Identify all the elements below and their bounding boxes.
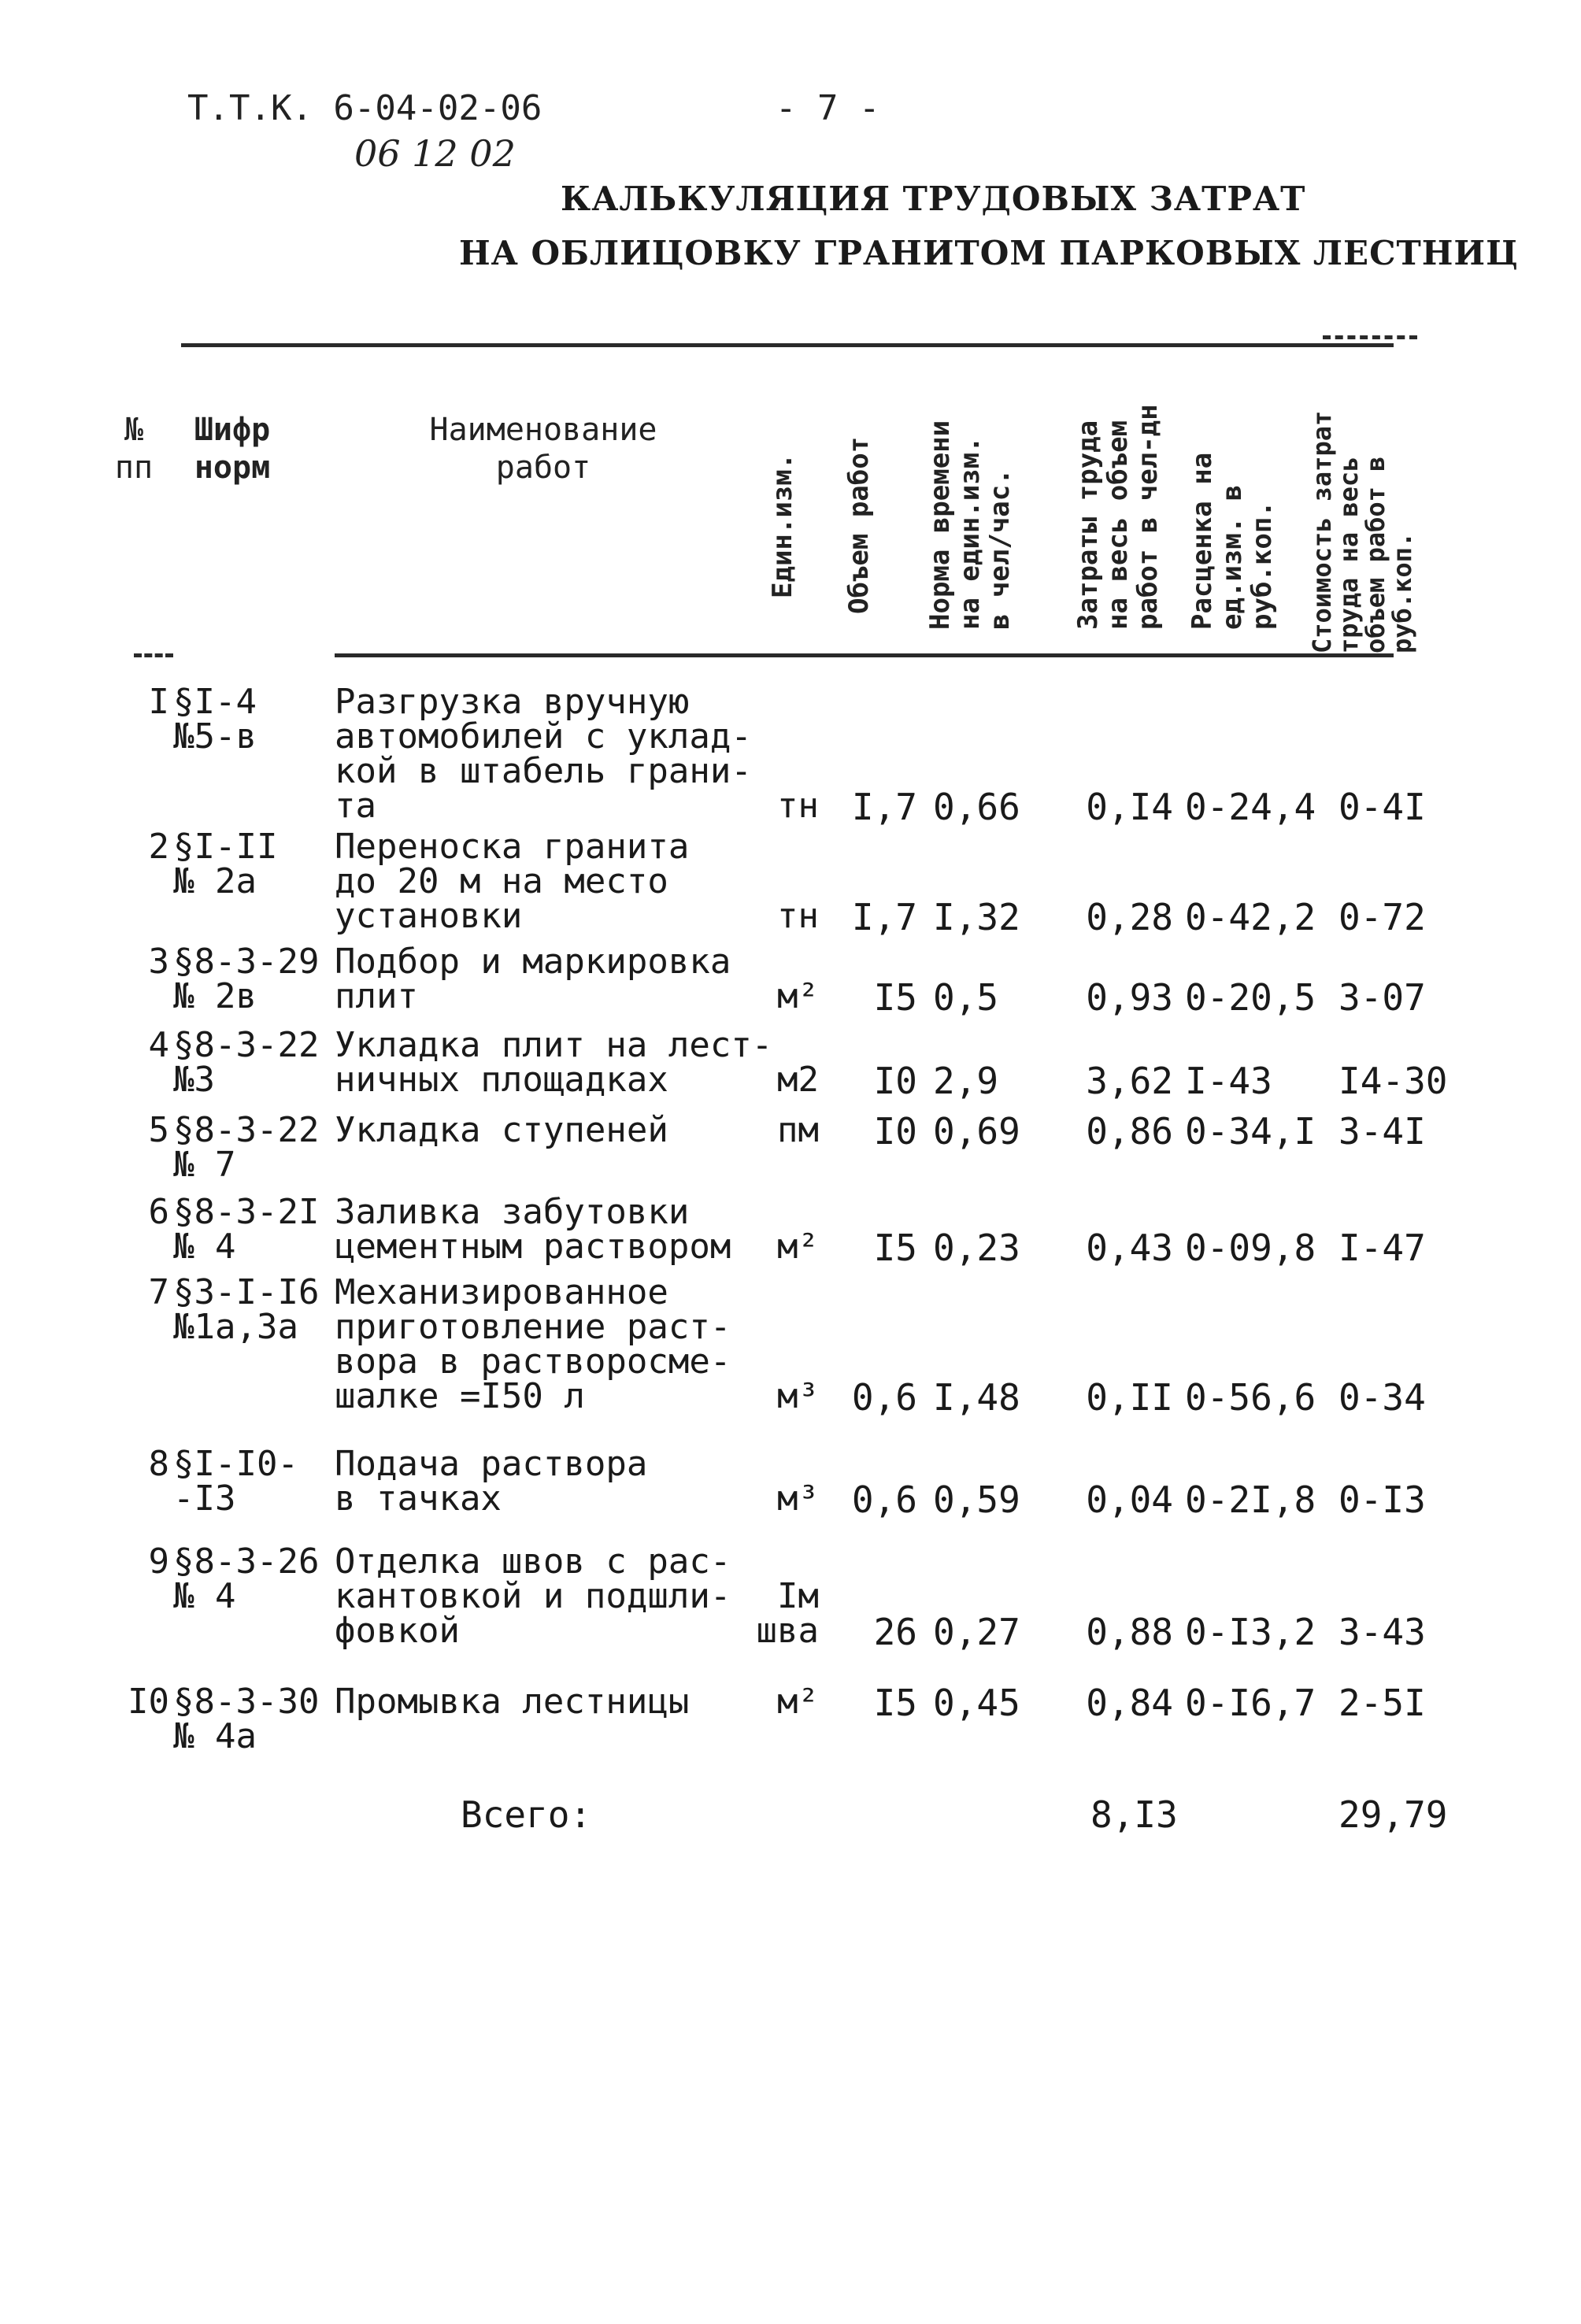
row-number: 7: [148, 1272, 169, 1312]
row-cost: 2-5I: [1338, 1682, 1426, 1724]
row-unit: м2: [777, 1060, 819, 1100]
row-rate: 0-2I,8: [1185, 1478, 1316, 1521]
row-labor: 3,62: [1086, 1060, 1173, 1102]
row-unit: м³: [777, 1478, 819, 1519]
row-rate: 0-I3,2: [1185, 1611, 1316, 1653]
row-volume: 26: [873, 1611, 917, 1653]
row-unit: м²: [777, 1227, 819, 1267]
row-number: 5: [148, 1110, 169, 1150]
row-rate: 0-I6,7: [1185, 1682, 1316, 1724]
document-code: Т.Т.К. 6-04-02-06: [187, 88, 542, 128]
row-volume: I5: [873, 976, 917, 1019]
row-number: I0: [128, 1682, 169, 1722]
row-rate: 0-42,2: [1185, 896, 1316, 938]
row-norm-time: 0,5: [933, 976, 999, 1019]
title-line-2: НА ОБЛИЦОВКУ ГРАНИТОМ ПАРКОВЫХ ЛЕСТНИЦ: [459, 234, 1519, 272]
row-unit: тн: [777, 896, 819, 936]
row-norm-time: I,48: [933, 1376, 1020, 1419]
col-header-norm-time-2: на един.изм.: [954, 436, 986, 630]
row-unit: тн: [777, 786, 819, 826]
row-norm-time: 0,45: [933, 1682, 1020, 1724]
col-header-rate-3: руб.коп.: [1246, 501, 1278, 630]
row-norm-time: 0,27: [933, 1611, 1020, 1653]
col-header-norm-time-1: Норма времени: [924, 420, 956, 630]
col-header-cost-1: Стоимость затрат: [1307, 410, 1337, 653]
row-cost: 0-4I: [1338, 786, 1426, 828]
row-work-name: Механизированное приготовление раст- вора в растворосме- шалке =I50 л: [335, 1272, 731, 1416]
row-labor: 0,II: [1086, 1376, 1173, 1419]
row-work-name: Промывка лестницы: [335, 1682, 690, 1722]
row-volume: I0: [873, 1110, 917, 1153]
row-cost: 0-34: [1338, 1376, 1426, 1419]
row-volume: 0,6: [851, 1376, 917, 1419]
row-norm-ref: §8-3-22 № 7: [173, 1110, 320, 1185]
row-number: 9: [148, 1541, 169, 1582]
col-header-rate-2: ед.изм. в: [1216, 484, 1248, 630]
row-norm-ref: §8-3-26 № 4: [173, 1541, 320, 1616]
row-volume: I,7: [851, 896, 917, 938]
row-rate: 0-20,5: [1185, 976, 1316, 1019]
row-labor: 0,93: [1086, 976, 1173, 1019]
total-labor: 8,I3: [1090, 1793, 1178, 1836]
row-cost: I4-30: [1338, 1060, 1448, 1102]
row-work-name: Укладка ступеней: [335, 1110, 668, 1150]
row-norm-ref: §8-3-30 № 4а: [173, 1682, 320, 1756]
row-cost: 0-72: [1338, 896, 1426, 938]
col-header-labor: [1073, 404, 1163, 630]
row-norm-ref: §I-4 №5-в: [173, 682, 257, 757]
col-header-name: Наименование работ: [429, 412, 657, 486]
row-work-name: Отделка швов с рас- кантовкой и подшли- фовкой: [335, 1541, 731, 1651]
col-header-rate: [1187, 453, 1277, 630]
row-labor: 0,28: [1086, 896, 1173, 938]
col-header-cost-2: труда на весь: [1334, 456, 1364, 653]
col-header-cost: [1309, 411, 1416, 653]
row-rate: 0-56,6: [1185, 1376, 1316, 1419]
row-cost: 3-4I: [1338, 1110, 1426, 1153]
row-cost: 3-07: [1338, 976, 1426, 1019]
row-norm-ref: §I-II № 2а: [173, 827, 278, 901]
row-work-name: Укладка плит на лест- ничных площадках: [335, 1025, 773, 1100]
total-cost: 29,79: [1338, 1793, 1448, 1836]
row-labor: 0,84: [1086, 1682, 1173, 1724]
row-norm-time: 0,23: [933, 1227, 1020, 1269]
row-unit: м²: [777, 976, 819, 1016]
row-norm-time: I,32: [933, 896, 1020, 938]
row-volume: I0: [873, 1060, 917, 1102]
row-number: 6: [148, 1192, 169, 1232]
header-bottom-rule-main: [335, 653, 1394, 657]
row-norm-ref: §8-3-22 №3: [173, 1025, 320, 1100]
page-number: - 7 -: [776, 88, 880, 128]
row-unit: пм: [777, 1110, 819, 1150]
row-labor: 0,88: [1086, 1611, 1173, 1653]
row-number: 4: [148, 1025, 169, 1065]
col-header-norm-ref: Шифр норм: [194, 412, 271, 486]
table-top-rule: [181, 343, 1394, 347]
col-header-labor-2: на весь объем: [1102, 420, 1134, 630]
col-header-rate-1: Расценка на: [1187, 452, 1218, 630]
row-number: 8: [148, 1444, 169, 1484]
row-rate: 0-09,8: [1185, 1227, 1316, 1269]
col-header-unit: Един.изм.: [767, 453, 798, 598]
row-labor: 0,I4: [1086, 786, 1173, 828]
table-top-rule-right: [1323, 335, 1417, 339]
col-header-volume: Объем работ: [843, 436, 875, 614]
header-bottom-rule: [134, 653, 173, 657]
row-volume: I,7: [851, 786, 917, 828]
row-cost: I-47: [1338, 1227, 1426, 1269]
row-norm-time: 0,66: [933, 786, 1020, 828]
row-volume: 0,6: [851, 1478, 917, 1521]
row-norm-time: 0,69: [933, 1110, 1020, 1153]
row-norm-ref: §3-I-I6 №1а,3а: [173, 1272, 320, 1347]
row-volume: I5: [873, 1227, 917, 1269]
row-norm-time: 2,9: [933, 1060, 999, 1102]
row-norm-ref: §8-3-2I № 4: [173, 1192, 320, 1267]
col-header-labor-1: Затраты труда: [1072, 420, 1104, 630]
row-cost: 3-43: [1338, 1611, 1426, 1653]
row-norm-ref: §I-I0- -I3: [173, 1444, 298, 1519]
total-label: Всего:: [461, 1793, 592, 1836]
col-header-num: № пп: [114, 412, 154, 486]
row-number: 2: [148, 827, 169, 867]
row-cost: 0-I3: [1338, 1478, 1426, 1521]
row-labor: 0,43: [1086, 1227, 1173, 1269]
row-rate: 0-34,I: [1185, 1110, 1316, 1153]
row-work-name: Разгрузка вручную автомобилей с уклад- кой в штабель грани- та: [335, 682, 752, 826]
row-labor: 0,86: [1086, 1110, 1173, 1153]
row-volume: I5: [873, 1682, 917, 1724]
col-header-cost-4: руб.коп.: [1387, 531, 1417, 653]
row-unit: м²: [777, 1682, 819, 1722]
title-line-1: КАЛЬКУЛЯЦИЯ ТРУДОВЫХ ЗАТРАТ: [561, 179, 1306, 218]
row-work-name: Подбор и маркировка плит: [335, 942, 731, 1016]
row-work-name: Переноска гранита до 20 м на место установки: [335, 827, 690, 936]
col-header-norm-time: [925, 420, 1015, 630]
handwritten-code: 06 12 02: [354, 132, 516, 175]
row-rate: 0-24,4: [1185, 786, 1316, 828]
col-header-labor-3: работ в чел-дн: [1132, 404, 1164, 630]
row-norm-time: 0,59: [933, 1478, 1020, 1521]
row-number: I: [148, 682, 169, 722]
row-unit: м³: [777, 1376, 819, 1416]
row-work-name: Подача раствора в тачках: [335, 1444, 648, 1519]
col-header-norm-time-3: в чел/час.: [984, 468, 1016, 630]
row-unit: Iм шва: [756, 1576, 819, 1651]
row-norm-ref: §8-3-29 № 2в: [173, 942, 320, 1016]
row-rate: I-43: [1185, 1060, 1272, 1102]
row-labor: 0,04: [1086, 1478, 1173, 1521]
row-work-name: Заливка забутовки цементным раствором: [335, 1192, 731, 1267]
row-number: 3: [148, 942, 169, 982]
col-header-cost-3: объем работ в: [1361, 456, 1390, 653]
